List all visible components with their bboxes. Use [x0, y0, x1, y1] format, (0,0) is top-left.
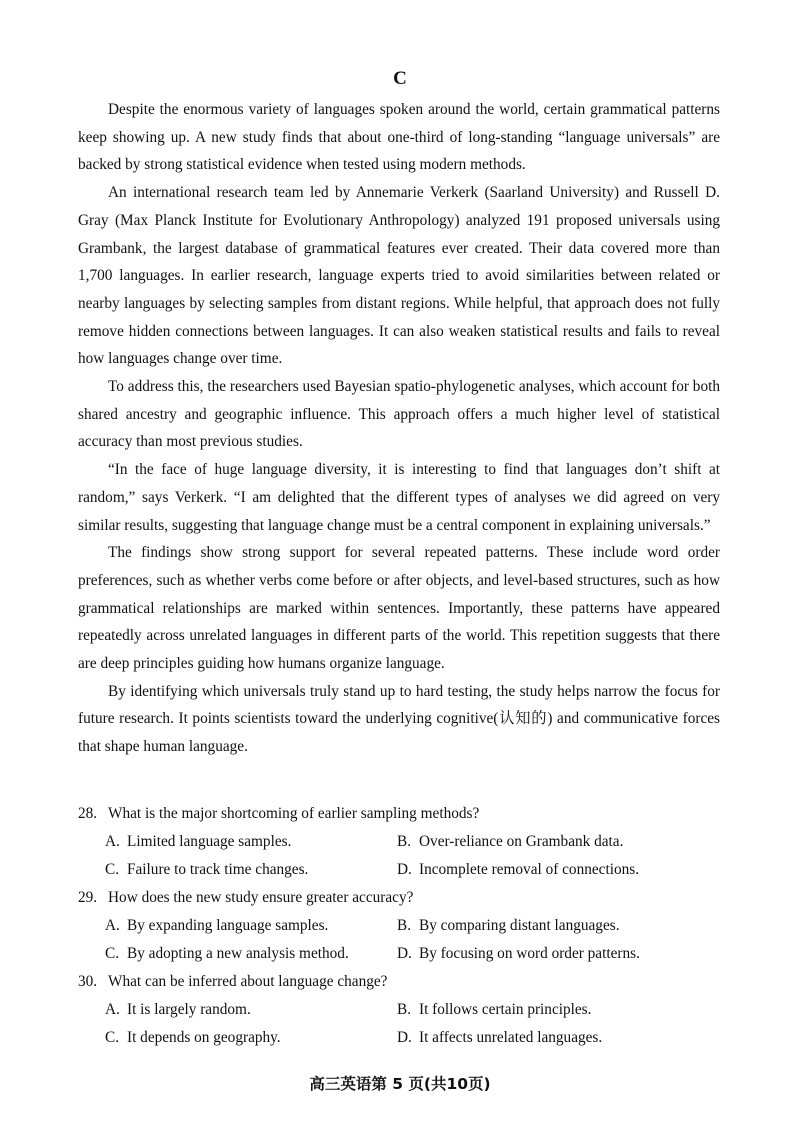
- option-c: [105, 1024, 397, 1052]
- option-letter: B.: [397, 1001, 412, 1018]
- option-b: [397, 996, 747, 1024]
- option-c: [105, 940, 397, 968]
- option-text: Limited language samples.: [127, 833, 292, 850]
- option-text: Incomplete removal of connections.: [419, 861, 640, 878]
- option-a: [105, 996, 397, 1024]
- option-letter: C.: [105, 1029, 120, 1046]
- question-number: 30.: [78, 973, 98, 990]
- option-text: By adopting a new analysis method.: [127, 945, 349, 962]
- question-text: What is the major shortcoming of earlier sampling methods?: [108, 805, 480, 822]
- option-d: [397, 1024, 747, 1052]
- question-30: [78, 968, 720, 1052]
- option-text: Over-reliance on Grambank data.: [419, 833, 624, 850]
- option-letter: C.: [105, 861, 120, 878]
- reading-passage: [78, 96, 720, 761]
- passage-paragraph: Despite the enormous variety of languages spoken around the world, certain grammatical patterns keep showing up. A new study finds that about one-third of long-standing “language universals” are backed by strong statistical evidence when tested using modern methods.: [78, 101, 720, 174]
- question-stem: [78, 884, 720, 912]
- question-text: What can be inferred about language change?: [108, 973, 388, 990]
- passage-paragraph: “In the face of huge language diversity, it is interesting to find that languages don’t shift at random,” says Verkerk. “I am delighted that the different types of analyses we did agreed on very similar results, suggesting that language change must be a central component in explaining universals.”: [78, 461, 720, 534]
- option-text: It depends on geography.: [127, 1029, 281, 1046]
- question-stem: [78, 968, 720, 996]
- question-stem: [78, 800, 720, 828]
- question-28: [78, 800, 720, 884]
- passage-paragraph: To address this, the researchers used Bayesian spatio-phylogenetic analyses, which account for both shared ancestry and geographic influence. This approach offers a much higher level of statistical accuracy than most previous studies.: [78, 378, 720, 451]
- option-letter: A.: [105, 917, 120, 934]
- option-text: By expanding language samples.: [127, 917, 329, 934]
- option-letter: B.: [397, 833, 412, 850]
- passage-paragraph: The findings show strong support for several repeated patterns. These include word order preferences, such as whether verbs come before or after objects, and level-based structures, such as how grammatical relationships are marked within sentences. Importantly, these patterns have appeared repeatedly across unrelated languages in different parts of the world. This repetition suggests that there are deep principles guiding how humans organize language.: [78, 544, 720, 673]
- option-letter: B.: [397, 917, 412, 934]
- option-text: It affects unrelated languages.: [419, 1029, 603, 1046]
- question-text: How does the new study ensure greater accuracy?: [108, 889, 414, 906]
- option-text: It follows certain principles.: [419, 1001, 592, 1018]
- option-letter: C.: [105, 945, 120, 962]
- option-b: [397, 828, 747, 856]
- option-grid: [78, 996, 720, 1052]
- option-d: [397, 856, 747, 884]
- option-b: [397, 912, 747, 940]
- option-text: Failure to track time changes.: [127, 861, 309, 878]
- option-c: [105, 856, 397, 884]
- page-footer: 高三英语第 5 页(共10页): [309, 1075, 491, 1093]
- option-grid: [78, 828, 720, 884]
- question-number: 29.: [78, 889, 98, 906]
- option-letter: A.: [105, 1001, 120, 1018]
- option-letter: D.: [397, 1029, 412, 1046]
- section-heading: C: [393, 68, 407, 89]
- option-text: By comparing distant languages.: [419, 917, 620, 934]
- option-a: [105, 828, 397, 856]
- question-list: [78, 800, 720, 1052]
- option-letter: D.: [397, 861, 412, 878]
- passage-paragraph: An international research team led by Annemarie Verkerk (Saarland University) and Russell D. Gray (Max Planck Institute for Evolutionary Anthropology) analyzed 191 proposed universals using Grambank, the largest database of grammatical features ever created. Their data covered more than 1,700 languages. In earlier research, language experts tried to avoid similarities between related or nearby languages by selecting samples from distant regions. While helpful, that approach does not fully remove hidden connections between languages. It can also weaken statistical results and fails to reveal how languages change over time.: [78, 184, 720, 368]
- question-number: 28.: [78, 805, 98, 822]
- option-text: By focusing on word order patterns.: [419, 945, 640, 962]
- option-letter: A.: [105, 833, 120, 850]
- option-grid: [78, 912, 720, 968]
- option-text: It is largely random.: [127, 1001, 251, 1018]
- option-letter: D.: [397, 945, 412, 962]
- question-29: [78, 884, 720, 968]
- passage-paragraph: By identifying which universals truly stand up to hard testing, the study helps narrow the focus for future research. It points scientists toward the underlying cognitive(认知的) and communicative forces that shape human language.: [78, 682, 720, 756]
- option-d: [397, 940, 747, 968]
- option-a: [105, 912, 397, 940]
